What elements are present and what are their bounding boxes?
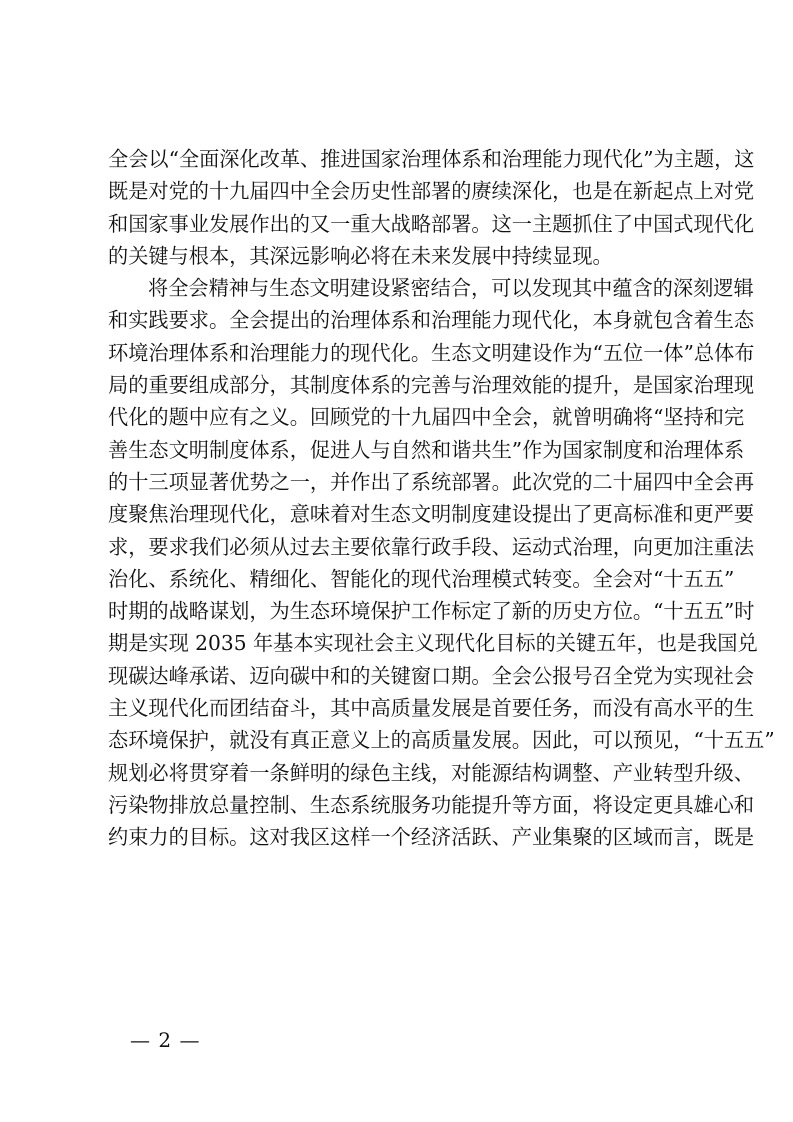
text-line: 期是实现 2035 年基本实现社会主义现代化目标的关键五年，也是我国兑	[108, 631, 758, 656]
text-line: 局的重要组成部分，其制度体系的完善与治理效能的提升，是国家治理现	[108, 373, 755, 398]
text-line: 善生态文明制度体系，促进人与自然和谐共生”作为国家制度和治理体系	[108, 437, 745, 462]
text-line: 态环境保护，就没有真正意义上的高质量发展。因此，可以预见，“十五五”	[108, 728, 775, 753]
text-line: 既是对党的十九届四中全会历史性部署的赓续深化，也是在新起点上对党	[108, 179, 755, 204]
text-line: 污染物排放总量控制、生态系统服务功能提升等方面，将设定更具雄心和	[108, 792, 755, 817]
text-line: 和国家事业发展作出的又一重大战略部署。这一主题抓住了中国式现代化	[108, 211, 755, 236]
text-line: 代化的题中应有之义。回顾党的十九届四中全会，就曾明确将“坚持和完	[108, 405, 745, 430]
text-line: 现碳达峰承诺、迈向碳中和的关键窗口期。全会公报号召全党为实现社会	[108, 663, 755, 688]
text-line: 治化、系统化、精细化、智能化的现代治理模式转变。全会对“十五五”	[108, 566, 735, 591]
text-line: 主义现代化而团结奋斗，其中高质量发展是首要任务，而没有高水平的生	[108, 696, 755, 721]
text-line: 时期的战略谋划，为生态环境保护工作标定了新的历史方位。“十五五”时	[108, 599, 755, 624]
paragraph-1	[108, 143, 755, 272]
text-line: 将全会精神与生态文明建设紧密结合，可以发现其中蕴含的深刻逻辑	[148, 276, 754, 301]
text-line: 求，要求我们必须从过去主要依靠行政手段、运动式治理，向更加注重法	[108, 534, 755, 559]
text-line: 约束力的目标。这对我区这样一个经济活跃、产业集聚的区域而言，既是	[108, 825, 755, 850]
text-line: 的关键与根本，其深远影响必将在未来发展中持续显现。	[108, 243, 613, 268]
text-line: 的十三项显著优势之一，并作出了系统部署。此次党的二十届四中全会再	[108, 469, 755, 494]
text-line: 度聚焦治理现代化，意味着对生态文明制度建设提出了更高标准和更严要	[108, 502, 755, 527]
text-line: 全会以“全面深化改革、推进国家治理体系和治理能力现代化”为主题，这	[108, 147, 755, 171]
page-number: — 2 —	[130, 1028, 201, 1052]
body-text	[108, 143, 775, 854]
text-line: 规划必将贯穿着一条鲜明的绿色主线，对能源结构调整、产业转型升级、	[108, 760, 755, 785]
text-line: 和实践要求。全会提出的治理体系和治理能力现代化，本身就包含着生态	[108, 308, 755, 333]
text-line: 环境治理体系和治理能力的现代化。生态文明建设作为“五位一体”总体布	[108, 340, 755, 365]
paragraph-2	[108, 272, 775, 853]
